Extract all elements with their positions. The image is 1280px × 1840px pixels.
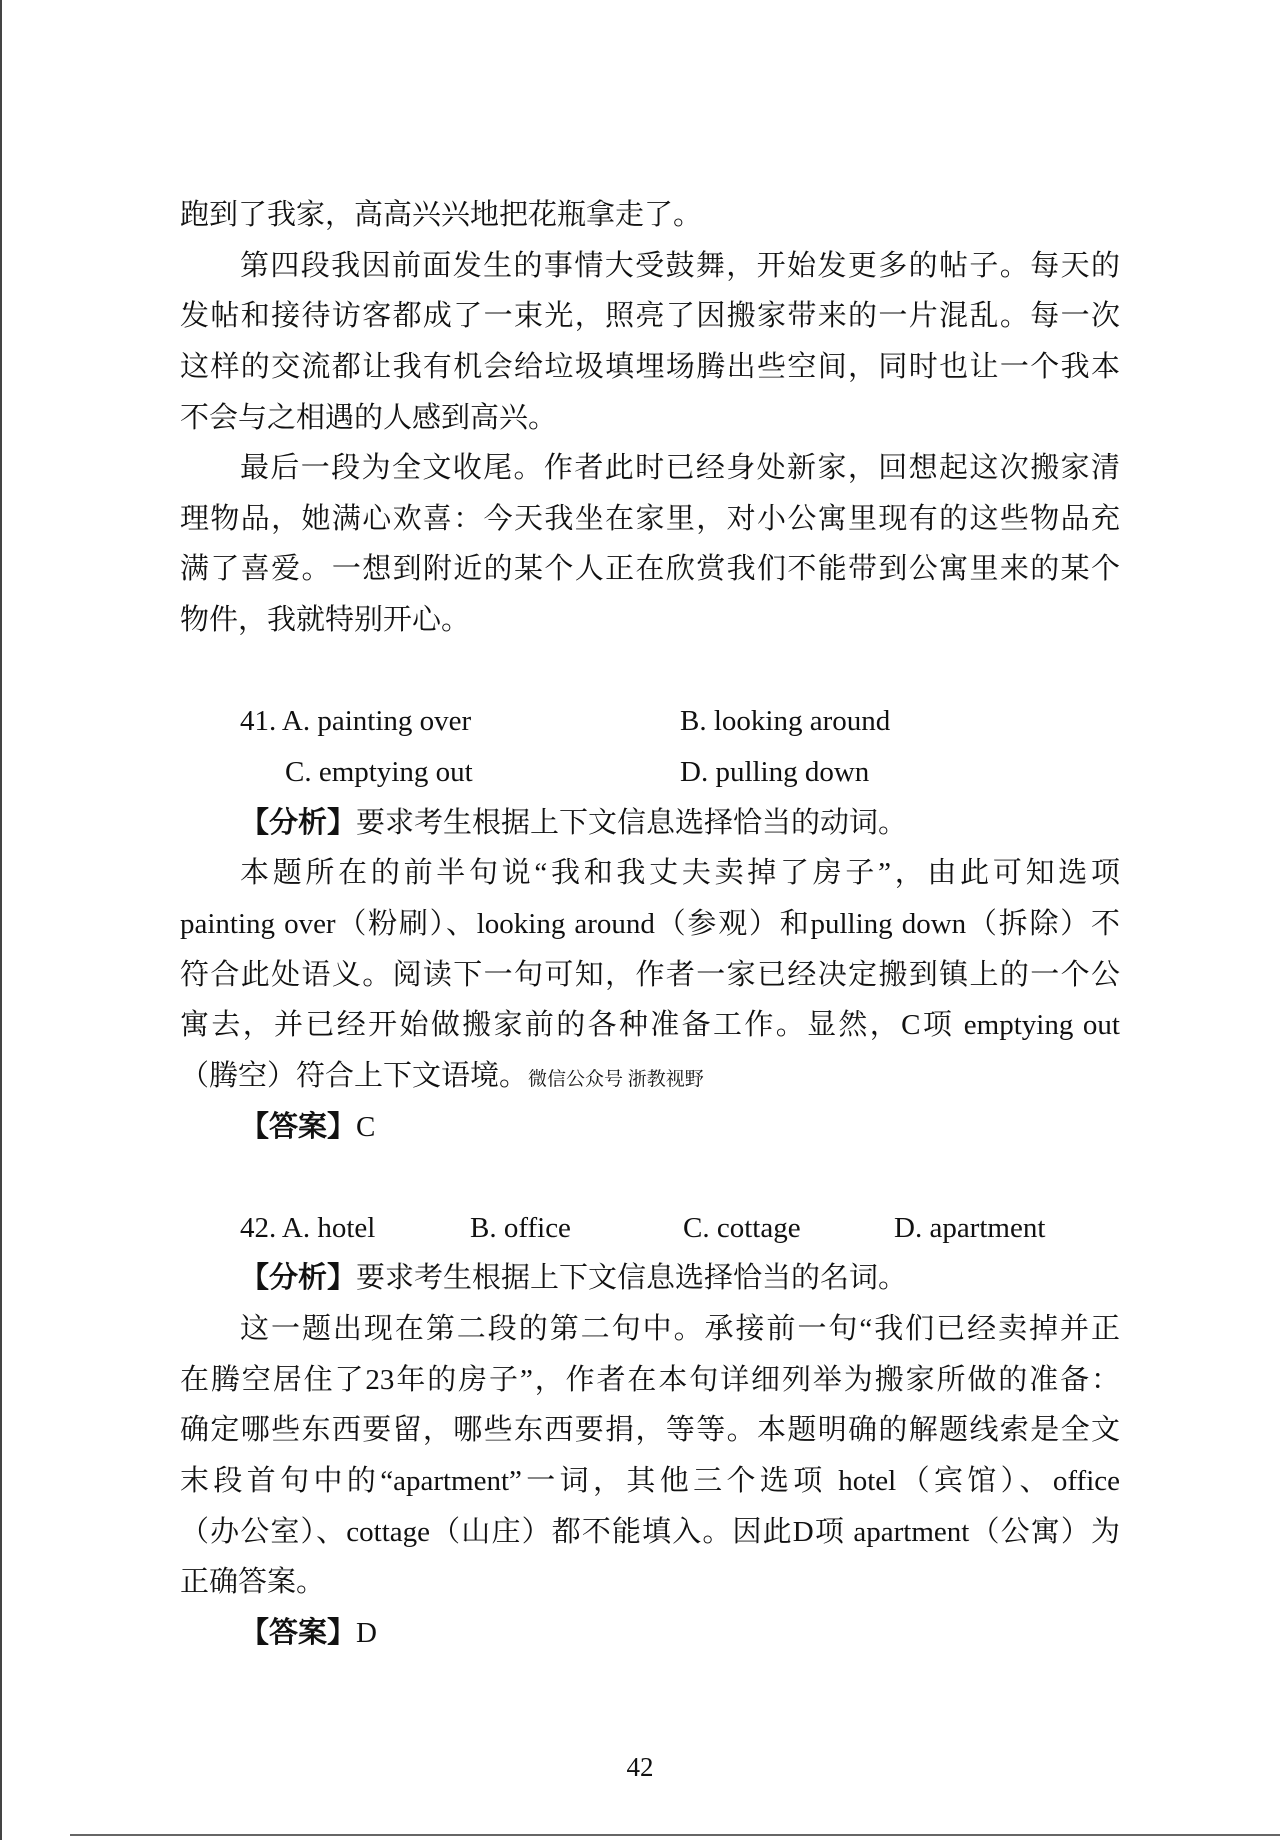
document-body (180, 190, 1120, 1659)
text-line: 符合此处语义。阅读下一句可知，作者一家已经决定搬到镇上的一个公 (180, 958, 1120, 991)
answer-41 (180, 1102, 1120, 1153)
option-42-a: 42. A. hotel (240, 1211, 376, 1244)
answer-42 (180, 1608, 1120, 1659)
text-line: painting over（粉刷）、looking around（参观）和pulling down（拆除）不 (180, 907, 1120, 940)
page-number: 42 (626, 1752, 654, 1782)
analysis-41 (180, 798, 1120, 849)
option-42-c: C. cottage (683, 1211, 801, 1244)
text-line: 物件，我就特别开心。 (180, 604, 471, 637)
watermark-text: 微信公众号 浙教视野 (528, 1068, 704, 1090)
text-line: 不会与之相遇的人感到高兴。 (180, 401, 558, 434)
text-line: 正确答案。 (180, 1566, 326, 1599)
page-edge-bottom (70, 1834, 1280, 1836)
page-edge-left (0, 0, 2, 1840)
question-41-options-row-2 (180, 747, 1120, 798)
text-line: 这一题出现在第二段的第二句中。承接前一句“我们已经卖掉并正 (240, 1313, 1120, 1346)
question-41-options-row-1 (180, 696, 1120, 747)
option-41-a: 41. A. painting over (240, 705, 472, 738)
option-41-d: D. pulling down (680, 756, 870, 789)
text-line: 跑到了我家，高高兴兴地把花瓶拿走了。 (180, 199, 703, 231)
analysis-text: 要求考生根据上下文信息选择恰当的名词。 (356, 1262, 908, 1295)
option-41-c: C. emptying out (285, 756, 473, 789)
analysis-text: 要求考生根据上下文信息选择恰当的动词。 (356, 806, 908, 839)
answer-value: D (356, 1616, 377, 1649)
text-line: 理物品，她满心欢喜：今天我坐在家里，对小公寓里现有的这些物品充 (180, 502, 1120, 535)
text-line: 寓去，并已经开始做搬家前的各种准备工作。显然，C项 emptying out (180, 1009, 1120, 1042)
text-line: 本题所在的前半句说“我和我丈夫卖掉了房子”，由此可知选项 (240, 857, 1120, 890)
text-line: 第四段我因前面发生的事情大受鼓舞，开始发更多的帖子。每天的 (240, 249, 1120, 282)
analysis-label: 【分析】 (240, 1262, 357, 1295)
explanation-text: （腾空）符合上下文语境。 (180, 1059, 529, 1092)
text-line: 末段首句中的“apartment”一词，其他三个选项 hotel（宾馆）、office (180, 1465, 1120, 1498)
text-line: 确定哪些东西要留，哪些东西要捐，等等。本题明确的解题线索是全文 (180, 1414, 1120, 1447)
option-42-d: D. apartment (894, 1211, 1046, 1244)
text-line: 满了喜爱。一想到附近的某个人正在欣赏我们不能带到公寓里来的某个 (180, 553, 1120, 586)
text-line: 发帖和接待访客都成了一束光，照亮了因搬家带来的一片混乱。每一次 (180, 300, 1120, 333)
text-line: 最后一段为全文收尾。作者此时已经身处新家，回想起这次搬家清 (240, 452, 1120, 485)
analysis-42 (180, 1253, 1120, 1304)
answer-label: 【答案】 (240, 1110, 357, 1143)
option-41-b: B. looking around (680, 705, 891, 738)
analysis-label: 【分析】 (240, 806, 357, 839)
text-line: 这样的交流都让我有机会给垃圾填埋场腾出些空间，同时也让一个我本 (180, 350, 1120, 383)
option-42-b: B. office (470, 1211, 571, 1244)
answer-value: C (356, 1110, 376, 1143)
text-line (180, 1051, 1120, 1102)
answer-label: 【答案】 (240, 1616, 357, 1649)
text-line: 在腾空居住了23年的房子”，作者在本句详细列举为搬家所做的准备： (180, 1363, 1120, 1396)
text-line: （办公室）、cottage（山庄）都不能填入。因此D项 apartment（公寓）为 (180, 1515, 1120, 1548)
question-42-options (180, 1203, 1120, 1254)
